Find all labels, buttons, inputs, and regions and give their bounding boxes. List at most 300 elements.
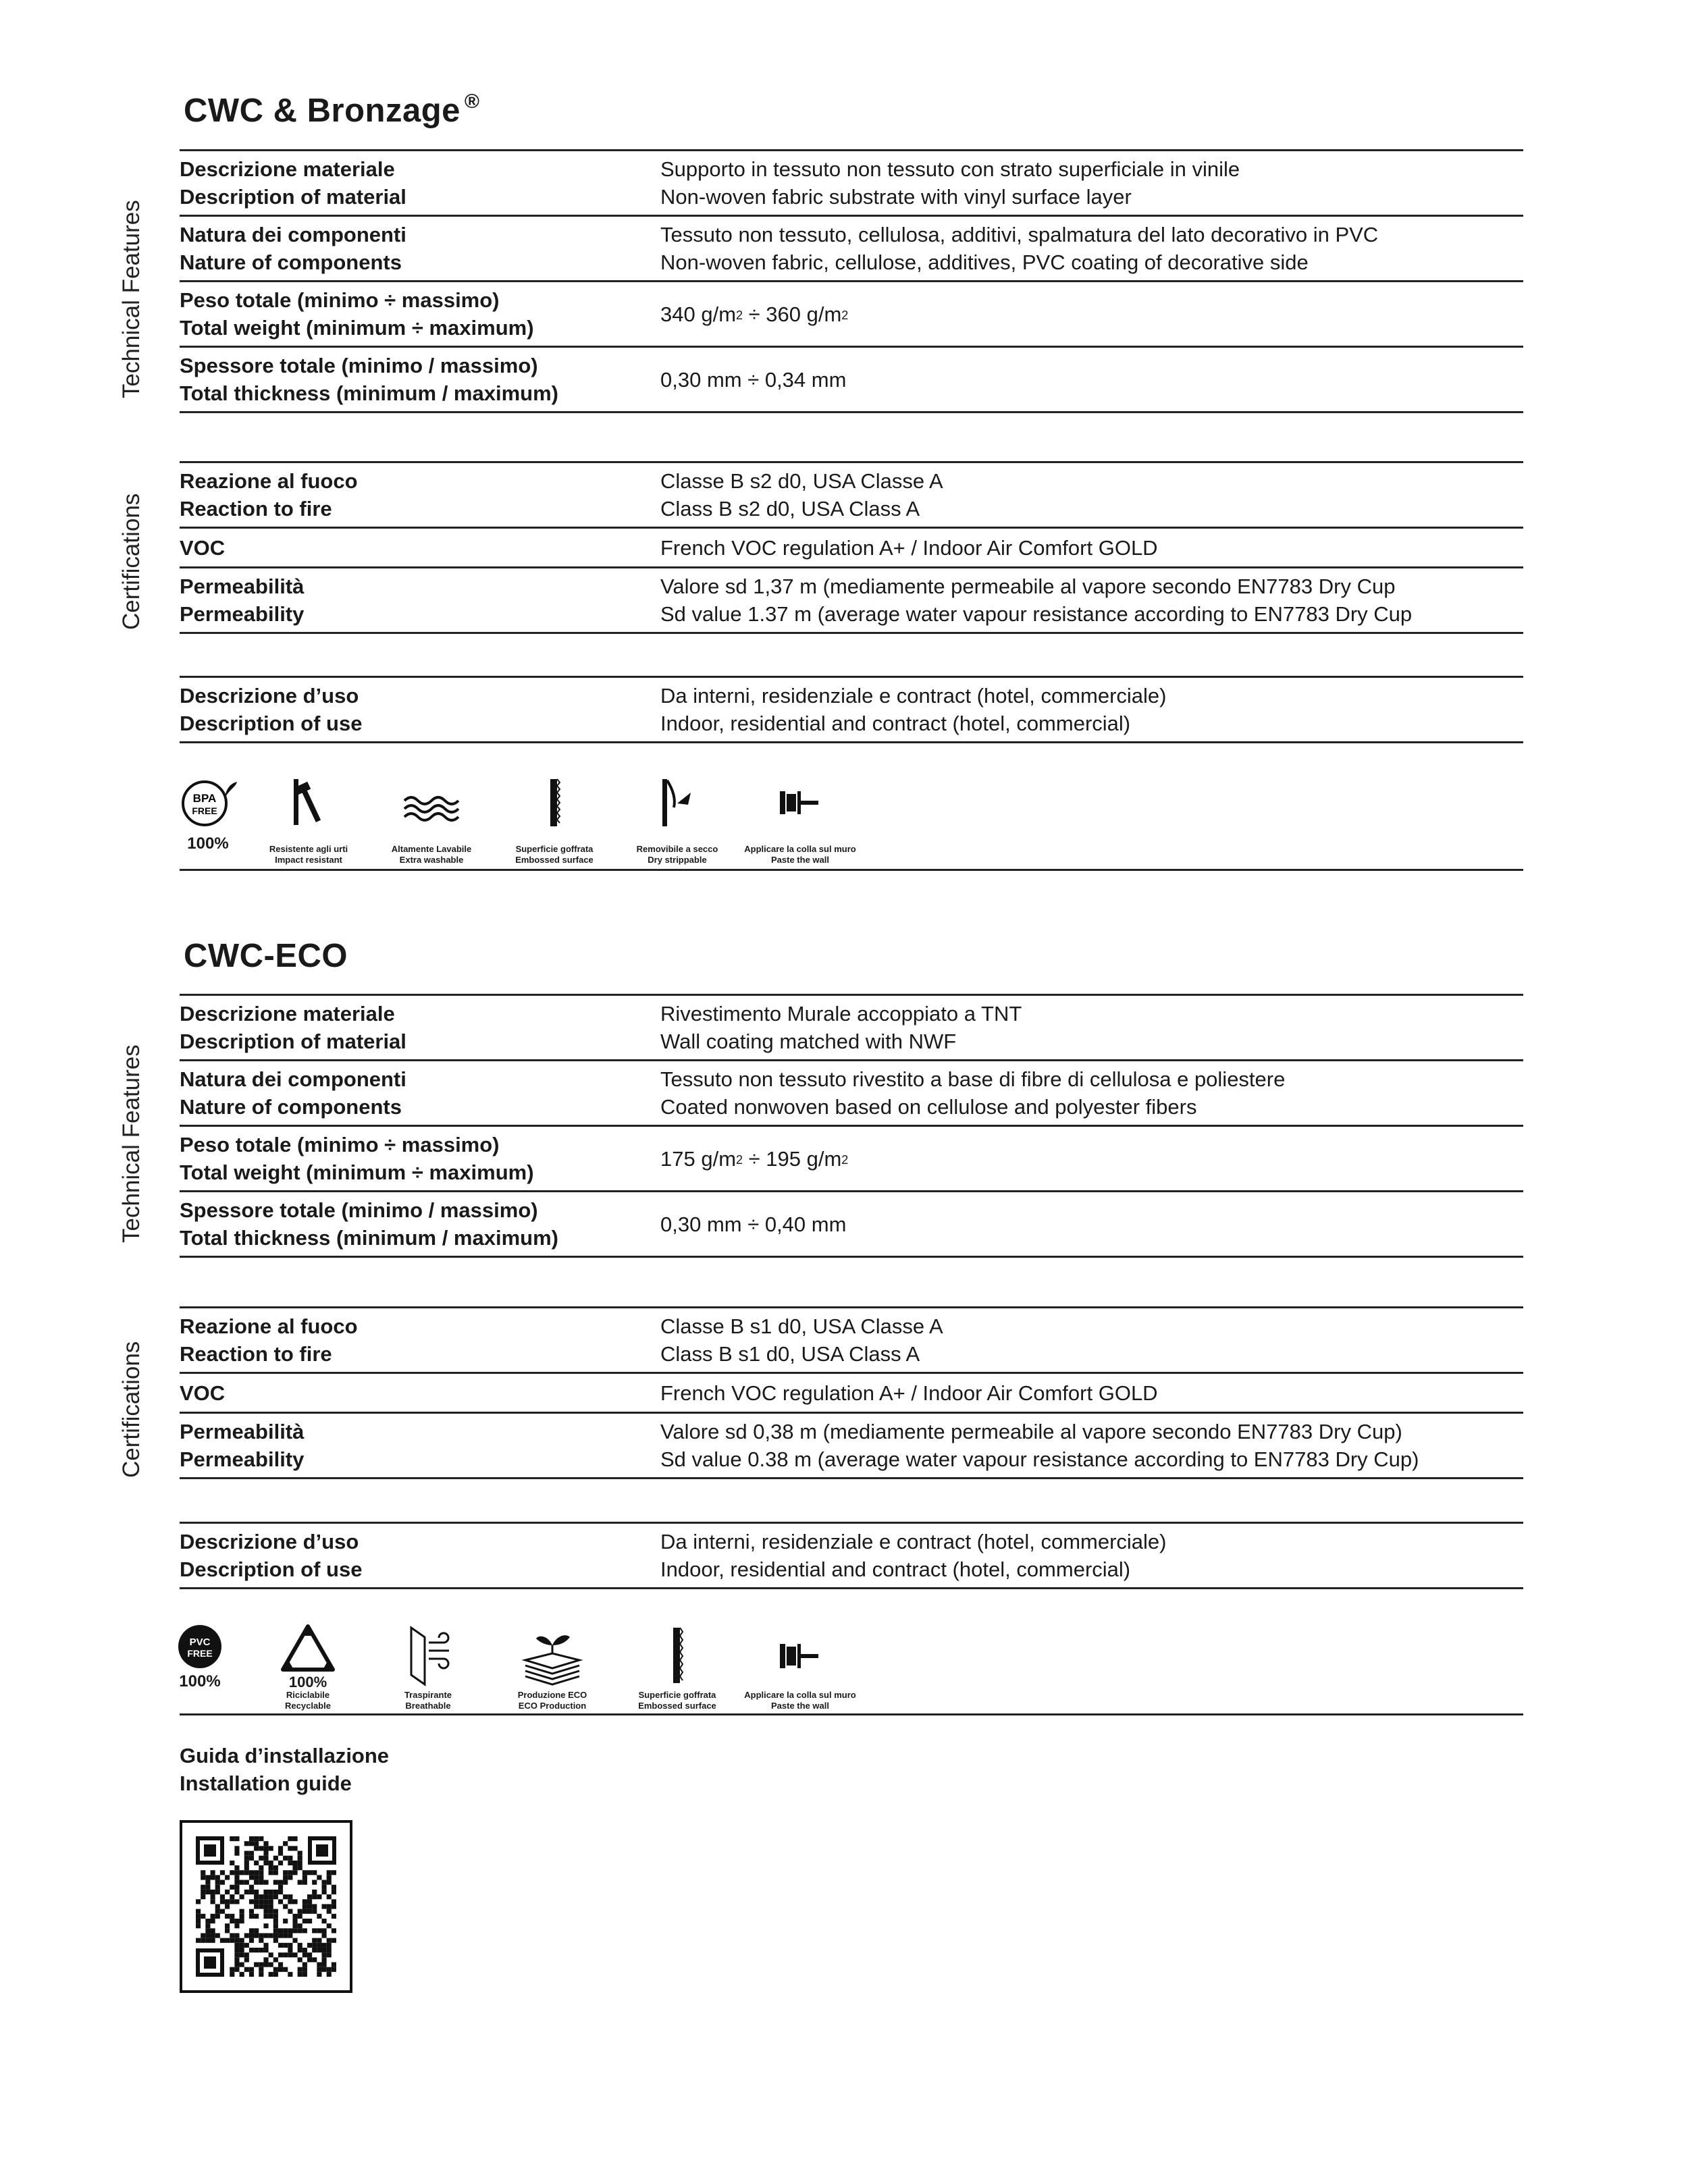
- qr-module: [263, 1894, 268, 1899]
- qr-module: [302, 1880, 307, 1885]
- qr-module: [240, 1870, 244, 1875]
- qr-module: [278, 1962, 283, 1967]
- qr-module: [269, 1870, 273, 1875]
- qr-module: [302, 1972, 307, 1977]
- peel-wall-icon: [650, 776, 704, 830]
- qr-module: [307, 1904, 312, 1909]
- qr-module: [230, 1870, 234, 1875]
- qr-module: [312, 1909, 317, 1914]
- certifications-table: [180, 1306, 1523, 1479]
- paste-the-wall-badge: Applicare la colla sul muro Paste the wall: [733, 776, 868, 865]
- qr-module: [288, 1894, 292, 1899]
- qr-module: [302, 1952, 307, 1957]
- qr-module: [196, 1914, 201, 1919]
- qr-module: [254, 1870, 259, 1875]
- qr-module: [269, 1962, 273, 1967]
- qr-module: [327, 1923, 332, 1928]
- qr-module: [307, 1919, 312, 1923]
- recyclable-badge: 100% Riciclabile Recyclable: [240, 1622, 375, 1711]
- qr-module: [273, 1957, 278, 1962]
- qr-module: [321, 1880, 326, 1885]
- qr-module: [263, 1841, 268, 1846]
- qr-module: [249, 1928, 254, 1933]
- qr-module: [263, 1943, 268, 1948]
- table-row: Descrizione d’uso Description of use Da interni, residenziale e contract (hotel, commerciale) Indoor, residential and contract (hotel, commercial): [180, 1524, 1523, 1589]
- qr-module: [273, 1967, 278, 1972]
- pvc-free-badge: PVC FREE 100%: [132, 1622, 267, 1691]
- qr-module: [240, 1909, 244, 1914]
- paste-wall-icon: [773, 776, 827, 830]
- qr-module: [205, 1933, 210, 1938]
- paste-the-wall-badge: Applicare la colla sul muro Paste the wall: [733, 1622, 868, 1711]
- table-row: Natura dei componenti Nature of components Tessuto non tessuto rivestito a base di fibre di cellulosa e poliestere Coated nonwoven based on cellulose and polyester fibers: [180, 1061, 1523, 1127]
- use-description-table: [180, 1522, 1523, 1589]
- qr-module: [220, 1894, 225, 1899]
- qr-module: [259, 1948, 263, 1952]
- qr-module: [244, 1865, 249, 1870]
- qr-module: [220, 1880, 225, 1885]
- qr-module: [321, 1967, 326, 1972]
- qr-module: [288, 1972, 292, 1977]
- qr-module: [269, 1894, 273, 1899]
- extra-washable-badge: Altamente Lavabile Extra washable: [364, 776, 499, 865]
- qr-module: [234, 1899, 239, 1904]
- qr-module: [205, 1885, 210, 1890]
- qr-module: [269, 1952, 273, 1957]
- qr-module: [240, 1972, 244, 1977]
- qr-module: [249, 1933, 254, 1938]
- qr-module: [234, 1875, 239, 1880]
- qr-module: [327, 1943, 332, 1948]
- qr-module: [234, 1957, 239, 1962]
- qr-module: [254, 1841, 259, 1846]
- qr-module: [317, 1967, 321, 1972]
- qr-code-icon: [182, 1823, 350, 1990]
- qr-module: [327, 1938, 332, 1943]
- qr-module: [211, 1928, 215, 1933]
- qr-module: [230, 1972, 234, 1977]
- qr-module: [249, 1972, 254, 1977]
- qr-module: [317, 1875, 321, 1880]
- qr-module: [234, 1948, 239, 1952]
- qr-module: [263, 1861, 268, 1865]
- qr-module: [196, 1938, 201, 1943]
- qr-module: [254, 1962, 259, 1967]
- qr-module: [273, 1938, 278, 1943]
- qr-module: [225, 1938, 230, 1943]
- qr-module: [234, 1919, 239, 1923]
- qr-module: [234, 1865, 239, 1870]
- qr-module: [292, 1861, 297, 1865]
- qr-module: [288, 1875, 292, 1880]
- svg-text:PVC: PVC: [189, 1636, 211, 1648]
- qr-module: [273, 1865, 278, 1870]
- qr-module: [288, 1943, 292, 1948]
- qr-module: [211, 1870, 215, 1875]
- technical-features-table: [180, 149, 1523, 413]
- qr-module: [249, 1875, 254, 1880]
- qr-module: [298, 1923, 302, 1928]
- table-row: Descrizione materiale Description of material Supporto in tessuto non tessuto con strato superficiale in vinile Non-woven fabric substrate with vinyl surface layer: [180, 151, 1523, 217]
- qr-module: [332, 1914, 336, 1919]
- embossed-surface-badge: Superficie goffrata Embossed surface: [610, 1622, 745, 1711]
- svg-text:FREE: FREE: [187, 1648, 213, 1659]
- qr-module: [215, 1890, 220, 1894]
- qr-module: [205, 1880, 210, 1885]
- qr-module: [332, 1938, 336, 1943]
- table-row: Permeabilità Permeability Valore sd 1,37 m (mediamente permeabile al vapore secondo EN7783 Dry Cup Sd value 1.37 m (average water vapour resistance according to EN7783 Dry Cup: [180, 568, 1523, 634]
- svg-text:BPA: BPA: [192, 792, 217, 805]
- qr-module: [225, 1890, 230, 1894]
- qr-module: [244, 1880, 249, 1885]
- qr-module: [201, 1938, 205, 1943]
- qr-module: [283, 1919, 288, 1923]
- qr-module: [244, 1851, 249, 1856]
- qr-module: [215, 1885, 220, 1890]
- qr-module: [269, 1861, 273, 1865]
- qr-module: [321, 1904, 326, 1909]
- qr-module: [249, 1890, 254, 1894]
- qr-module: [273, 1919, 278, 1923]
- qr-module: [292, 1938, 297, 1943]
- qr-module: [273, 1909, 278, 1914]
- qr-module: [288, 1870, 292, 1875]
- qr-module: [254, 1914, 259, 1919]
- table-row: Descrizione d’uso Description of use Da interni, residenziale e contract (hotel, commerciale) Indoor, residential and contract (hotel, commercial): [180, 678, 1523, 743]
- qr-module: [298, 1851, 302, 1856]
- qr-module: [292, 1865, 297, 1870]
- qr-module: [273, 1870, 278, 1875]
- qr-module: [254, 1861, 259, 1865]
- qr-module: [269, 1899, 273, 1904]
- qr-module: [288, 1928, 292, 1933]
- dry-strippable-badge: Removibile a secco Dry strippable: [610, 776, 745, 865]
- feature-icons-row: [180, 1609, 1523, 1715]
- qr-module: [298, 1909, 302, 1914]
- qr-module: [230, 1861, 234, 1865]
- qr-module: [215, 1909, 220, 1914]
- qr-module: [230, 1938, 234, 1943]
- qr-module: [230, 1836, 234, 1841]
- qr-module: [273, 1972, 278, 1977]
- qr-module: [317, 1962, 321, 1967]
- eco-production-badge: Produzione ECO ECO Production: [485, 1622, 620, 1711]
- qr-module: [283, 1870, 288, 1875]
- qr-module: [240, 1943, 244, 1948]
- qr-module: [307, 1957, 312, 1962]
- qr-module: [196, 1919, 201, 1923]
- qr-module: [240, 1952, 244, 1957]
- qr-module: [220, 1899, 225, 1904]
- qr-module: [240, 1948, 244, 1952]
- qr-module: [321, 1957, 326, 1962]
- qr-module: [263, 1904, 268, 1909]
- qr-module: [273, 1856, 278, 1861]
- qr-module: [321, 1890, 326, 1894]
- qr-module: [254, 1875, 259, 1880]
- qr-module: [230, 1967, 234, 1972]
- qr-module: [211, 1894, 215, 1899]
- qr-module: [234, 1967, 239, 1972]
- qr-module: [283, 1943, 288, 1948]
- qr-module: [332, 1870, 336, 1875]
- product-title: CWC & Bronzage ®: [184, 90, 480, 129]
- qr-module: [288, 1948, 292, 1952]
- qr-module: [220, 1909, 225, 1914]
- qr-module: [278, 1846, 283, 1850]
- qr-module: [234, 1890, 239, 1894]
- qr-module: [263, 1880, 268, 1885]
- qr-module: [249, 1841, 254, 1846]
- qr-module: [288, 1952, 292, 1957]
- qr-module: [263, 1909, 268, 1914]
- use-description-table: [180, 676, 1523, 743]
- qr-module: [234, 1962, 239, 1967]
- qr-module: [230, 1933, 234, 1938]
- product-title: CWC-ECO: [184, 938, 348, 974]
- qr-module: [259, 1865, 263, 1870]
- qr-module: [205, 1938, 210, 1943]
- table-row: Permeabilità Permeability Valore sd 0,38 m (mediamente permeabile al vapore secondo EN7783 Dry Cup) Sd value 0.38 m (average water vapour resistance according to EN7783 Dry Cup): [180, 1414, 1523, 1479]
- qr-module: [230, 1885, 234, 1890]
- qr-module: [205, 1890, 210, 1894]
- qr-module: [292, 1870, 297, 1875]
- qr-module: [273, 1923, 278, 1928]
- qr-module: [321, 1919, 326, 1923]
- qr-module: [205, 1928, 210, 1933]
- qr-module: [269, 1909, 273, 1914]
- qr-module: [317, 1928, 321, 1933]
- qr-module: [269, 1846, 273, 1850]
- qr-module: [249, 1914, 254, 1919]
- qr-module: [234, 1836, 239, 1841]
- qr-module: [307, 1899, 312, 1904]
- qr-module: [263, 1890, 268, 1894]
- qr-module: [302, 1909, 307, 1914]
- qr-module: [201, 1894, 205, 1899]
- qr-module: [278, 1943, 283, 1948]
- qr-module: [234, 1923, 239, 1928]
- table-row: Natura dei componenti Nature of components Tessuto non tessuto, cellulosa, additivi, spalmatura del lato decorativo in PVC Non-woven fabric, cellulose, additives, PVC coating of decorative side: [180, 217, 1523, 282]
- qr-module: [249, 1870, 254, 1875]
- table-row: Peso totale (minimo ÷ massimo) Total weight (minimum ÷ maximum) 340 $g/m^2 \div 360$ $g/m^2$: [180, 282, 1523, 348]
- feature-icons-row: [180, 763, 1523, 871]
- qr-module: [254, 1846, 259, 1850]
- table-row: Spessore totale (minimo / massimo) Total thickness (minimum / maximum) 0,30 mm ÷ 0,40 mm: [180, 1192, 1523, 1258]
- qr-module: [327, 1967, 332, 1972]
- qr-module: [205, 1875, 210, 1880]
- qr-module: [298, 1861, 302, 1865]
- technical-features-table: [180, 994, 1523, 1258]
- qr-module: [332, 1904, 336, 1909]
- side-label-technical: Technical Features: [118, 200, 144, 398]
- qr-module: [254, 1890, 259, 1894]
- qr-module: [278, 1890, 283, 1894]
- qr-module: [225, 1928, 230, 1933]
- qr-module: [288, 1933, 292, 1938]
- qr-module: [249, 1967, 254, 1972]
- qr-module: [321, 1962, 326, 1967]
- qr-module: [332, 1899, 336, 1904]
- qr-module: [249, 1899, 254, 1904]
- embossed-surface-badge: Superficie goffrata Embossed surface: [487, 776, 622, 865]
- qr-module: [278, 1933, 283, 1938]
- qr-module: [283, 1841, 288, 1846]
- qr-module: [302, 1870, 307, 1875]
- qr-module: [249, 1851, 254, 1856]
- qr-module: [307, 1894, 312, 1899]
- qr-module: [321, 1952, 326, 1957]
- qr-module: [234, 1870, 239, 1875]
- qr-module: [263, 1923, 268, 1928]
- qr-module: [196, 1899, 201, 1904]
- qr-module: [211, 1875, 215, 1880]
- qr-module: [201, 1875, 205, 1880]
- qr-module: [240, 1962, 244, 1967]
- qr-module: [215, 1875, 220, 1880]
- qr-module: [263, 1962, 268, 1967]
- qr-module: [259, 1870, 263, 1875]
- impact-resistant-badge: Resistente agli urti Impact resistant: [241, 776, 376, 865]
- qr-module: [312, 1880, 317, 1885]
- qr-module: [225, 1914, 230, 1919]
- qr-module: [220, 1870, 225, 1875]
- qr-module: [263, 1948, 268, 1952]
- qr-module: [283, 1894, 288, 1899]
- qr-module: [254, 1904, 259, 1909]
- qr-module: [292, 1923, 297, 1928]
- qr-module: [244, 1957, 249, 1962]
- qr-module: [321, 1885, 326, 1890]
- qr-module: [249, 1909, 254, 1914]
- qr-module: [211, 1933, 215, 1938]
- qr-module: [263, 1851, 268, 1856]
- svg-text:FREE: FREE: [192, 805, 217, 816]
- qr-module: [288, 1899, 292, 1904]
- qr-module: [225, 1923, 230, 1928]
- qr-module: [244, 1943, 249, 1948]
- waves-icon: [401, 776, 462, 830]
- qr-module: [201, 1914, 205, 1919]
- qr-module: [211, 1914, 215, 1919]
- table-row: Reazione al fuoco Reaction to fire Classe B s2 d0, USA Classe A Class B s2 d0, USA Class A: [180, 463, 1523, 529]
- qr-module: [259, 1967, 263, 1972]
- qr-module: [307, 1909, 312, 1914]
- qr-module: [317, 1938, 321, 1943]
- qr-module: [317, 1943, 321, 1948]
- qr-module: [302, 1919, 307, 1923]
- certifications-table: [180, 461, 1523, 634]
- qr-module: [205, 1923, 210, 1928]
- qr-module: [292, 1914, 297, 1919]
- qr-module: [302, 1967, 307, 1972]
- qr-module: [283, 1952, 288, 1957]
- side-label-certifications: Certifications: [118, 493, 144, 630]
- qr-module: [292, 1846, 297, 1850]
- qr-module: [234, 1851, 239, 1856]
- qr-module: [259, 1962, 263, 1967]
- qr-module: [254, 1836, 259, 1841]
- qr-module: [332, 1885, 336, 1890]
- qr-module: [244, 1952, 249, 1957]
- installation-guide-qr-code[interactable]: [180, 1820, 352, 1993]
- qr-module: [312, 1957, 317, 1962]
- qr-module: [234, 1933, 239, 1938]
- qr-module: [215, 1880, 220, 1885]
- table-row: Peso totale (minimo ÷ massimo) Total weight (minimum ÷ maximum) 175 $g/m^2 \div 195$ $g/m^2$: [180, 1127, 1523, 1192]
- qr-module: [215, 1904, 220, 1909]
- qr-module: [244, 1841, 249, 1846]
- qr-module: [298, 1865, 302, 1870]
- qr-module: [269, 1865, 273, 1870]
- qr-module: [240, 1894, 244, 1899]
- qr-module: [283, 1856, 288, 1861]
- eco-stack-icon: [519, 1622, 586, 1687]
- qr-module: [263, 1914, 268, 1919]
- qr-module: [278, 1885, 283, 1890]
- bpa-free-badge: BPA FREE 100%: [140, 776, 275, 853]
- qr-module: [288, 1909, 292, 1914]
- qr-module: [327, 1880, 332, 1885]
- qr-module: [327, 1870, 332, 1875]
- table-row: Spessore totale (minimo / massimo) Total thickness (minimum / maximum) 0,30 mm ÷ 0,34 mm: [180, 348, 1523, 413]
- qr-module: [201, 1870, 205, 1875]
- paste-wall-icon: [773, 1622, 827, 1687]
- qr-module: [302, 1904, 307, 1909]
- qr-module: [298, 1928, 302, 1933]
- qr-module: [244, 1856, 249, 1861]
- qr-module: [298, 1948, 302, 1952]
- qr-module: [307, 1952, 312, 1957]
- qr-module: [298, 1943, 302, 1948]
- qr-module: [292, 1928, 297, 1933]
- hammer-wall-icon: [282, 776, 336, 830]
- qr-module: [259, 1938, 263, 1943]
- qr-module: [317, 1914, 321, 1919]
- qr-module: [302, 1899, 307, 1904]
- qr-module: [283, 1933, 288, 1938]
- qr-module: [230, 1914, 234, 1919]
- qr-module: [254, 1899, 259, 1904]
- qr-module: [307, 1870, 312, 1875]
- qr-module: [240, 1880, 244, 1885]
- table-row: Reazione al fuoco Reaction to fire Classe B s1 d0, USA Classe A Class B s1 d0, USA Class A: [180, 1308, 1523, 1374]
- qr-module: [244, 1933, 249, 1938]
- qr-module: [259, 1933, 263, 1938]
- qr-module: [259, 1846, 263, 1850]
- qr-module: [205, 1919, 210, 1923]
- qr-module: [298, 1880, 302, 1885]
- qr-module: [283, 1875, 288, 1880]
- qr-module: [259, 1904, 263, 1909]
- qr-module: [298, 1967, 302, 1972]
- qr-module: [259, 1856, 263, 1861]
- qr-module: [321, 1933, 326, 1938]
- qr-module: [332, 1890, 336, 1894]
- qr-module: [283, 1928, 288, 1933]
- qr-module: [259, 1894, 263, 1899]
- qr-module: [254, 1948, 259, 1952]
- qr-module: [273, 1894, 278, 1899]
- qr-module: [327, 1952, 332, 1957]
- qr-module: [249, 1856, 254, 1861]
- qr-module: [288, 1846, 292, 1850]
- qr-module: [292, 1919, 297, 1923]
- qr-module: [302, 1948, 307, 1952]
- qr-module: [269, 1972, 273, 1977]
- qr-module: [215, 1933, 220, 1938]
- qr-module: [278, 1861, 283, 1865]
